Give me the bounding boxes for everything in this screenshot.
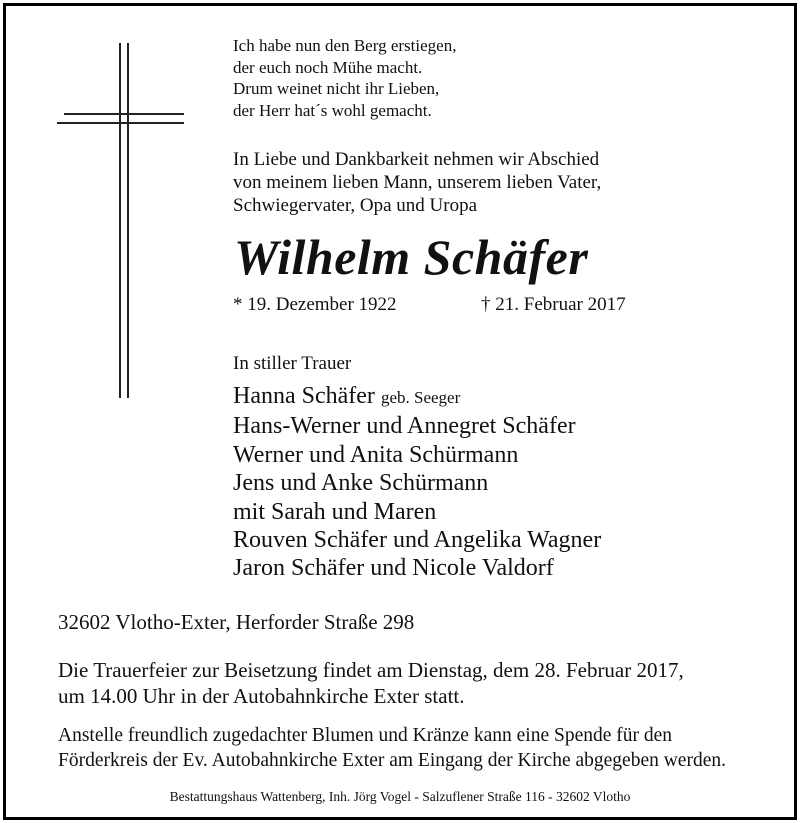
donation-line: Förderkreis der Ev. Autobahnkirche Exter am Eingang der Kirche abgegeben werden.: [58, 750, 726, 771]
poem-line: der Herr hat´s wohl gemacht.: [233, 100, 432, 120]
obituary-card: [3, 3, 797, 820]
ceremony-info: [58, 658, 684, 709]
funeral-home-footer: Bestattungshaus Wattenberg, Inh. Jörg Vogel - Salzuflener Straße 116 - 32602 Vlotho: [169, 789, 631, 804]
mourner-line: Jens und Anke Schürmann: [233, 470, 489, 497]
birth-date: * 19. Dezember 1922: [233, 294, 397, 315]
mourner-name: Hanna Schäfer: [233, 383, 375, 409]
deceased-name: Wilhelm Schäfer: [234, 229, 589, 285]
poem: [233, 35, 456, 121]
donation-line: Anstelle freundlich zugedachter Blumen und Kränze kann eine Spende für den: [58, 725, 673, 746]
intro-line: In Liebe und Dankbarkeit nehmen wir Abschied: [233, 149, 600, 170]
mourner-line: mit Sarah und Maren: [233, 498, 437, 525]
intro-text: [233, 148, 601, 217]
address: 32602 Vlotho-Exter, Herforder Straße 298: [58, 610, 415, 634]
intro-line: Schwiegervater, Opa und Uropa: [233, 195, 478, 216]
poem-line: Drum weinet nicht ihr Lieben,: [233, 79, 440, 98]
ceremony-line: Die Trauerfeier zur Beisetzung findet am Dienstag, dem 28. Februar 2017,: [58, 658, 684, 682]
maiden-name: geb. Seeger: [380, 388, 461, 407]
mourner-line: Rouven Schäfer und Angelika Wagner: [233, 527, 602, 554]
mourners-list: [233, 382, 601, 583]
mourner-line: [233, 382, 601, 412]
ceremony-line: um 14.00 Uhr in der Autobahnkirche Exter statt.: [58, 683, 465, 708]
poem-line: der euch noch Mühe macht.: [233, 57, 423, 77]
death-date: † 21. Februar 2017: [481, 294, 626, 315]
intro-line: von meinem lieben Mann, unserem lieben Vater,: [233, 172, 602, 193]
mourner-line: Hans-Werner und Annegret Schäfer: [233, 413, 576, 440]
poem-line: Ich habe nun den Berg erstiegen,: [233, 36, 457, 55]
donation-info: [58, 723, 726, 773]
mourner-line: Werner und Anita Schürmann: [233, 441, 519, 468]
mourning-heading: In stiller Trauer: [233, 353, 352, 374]
mourner-line: Jaron Schäfer und Nicole Valdorf: [233, 555, 554, 582]
